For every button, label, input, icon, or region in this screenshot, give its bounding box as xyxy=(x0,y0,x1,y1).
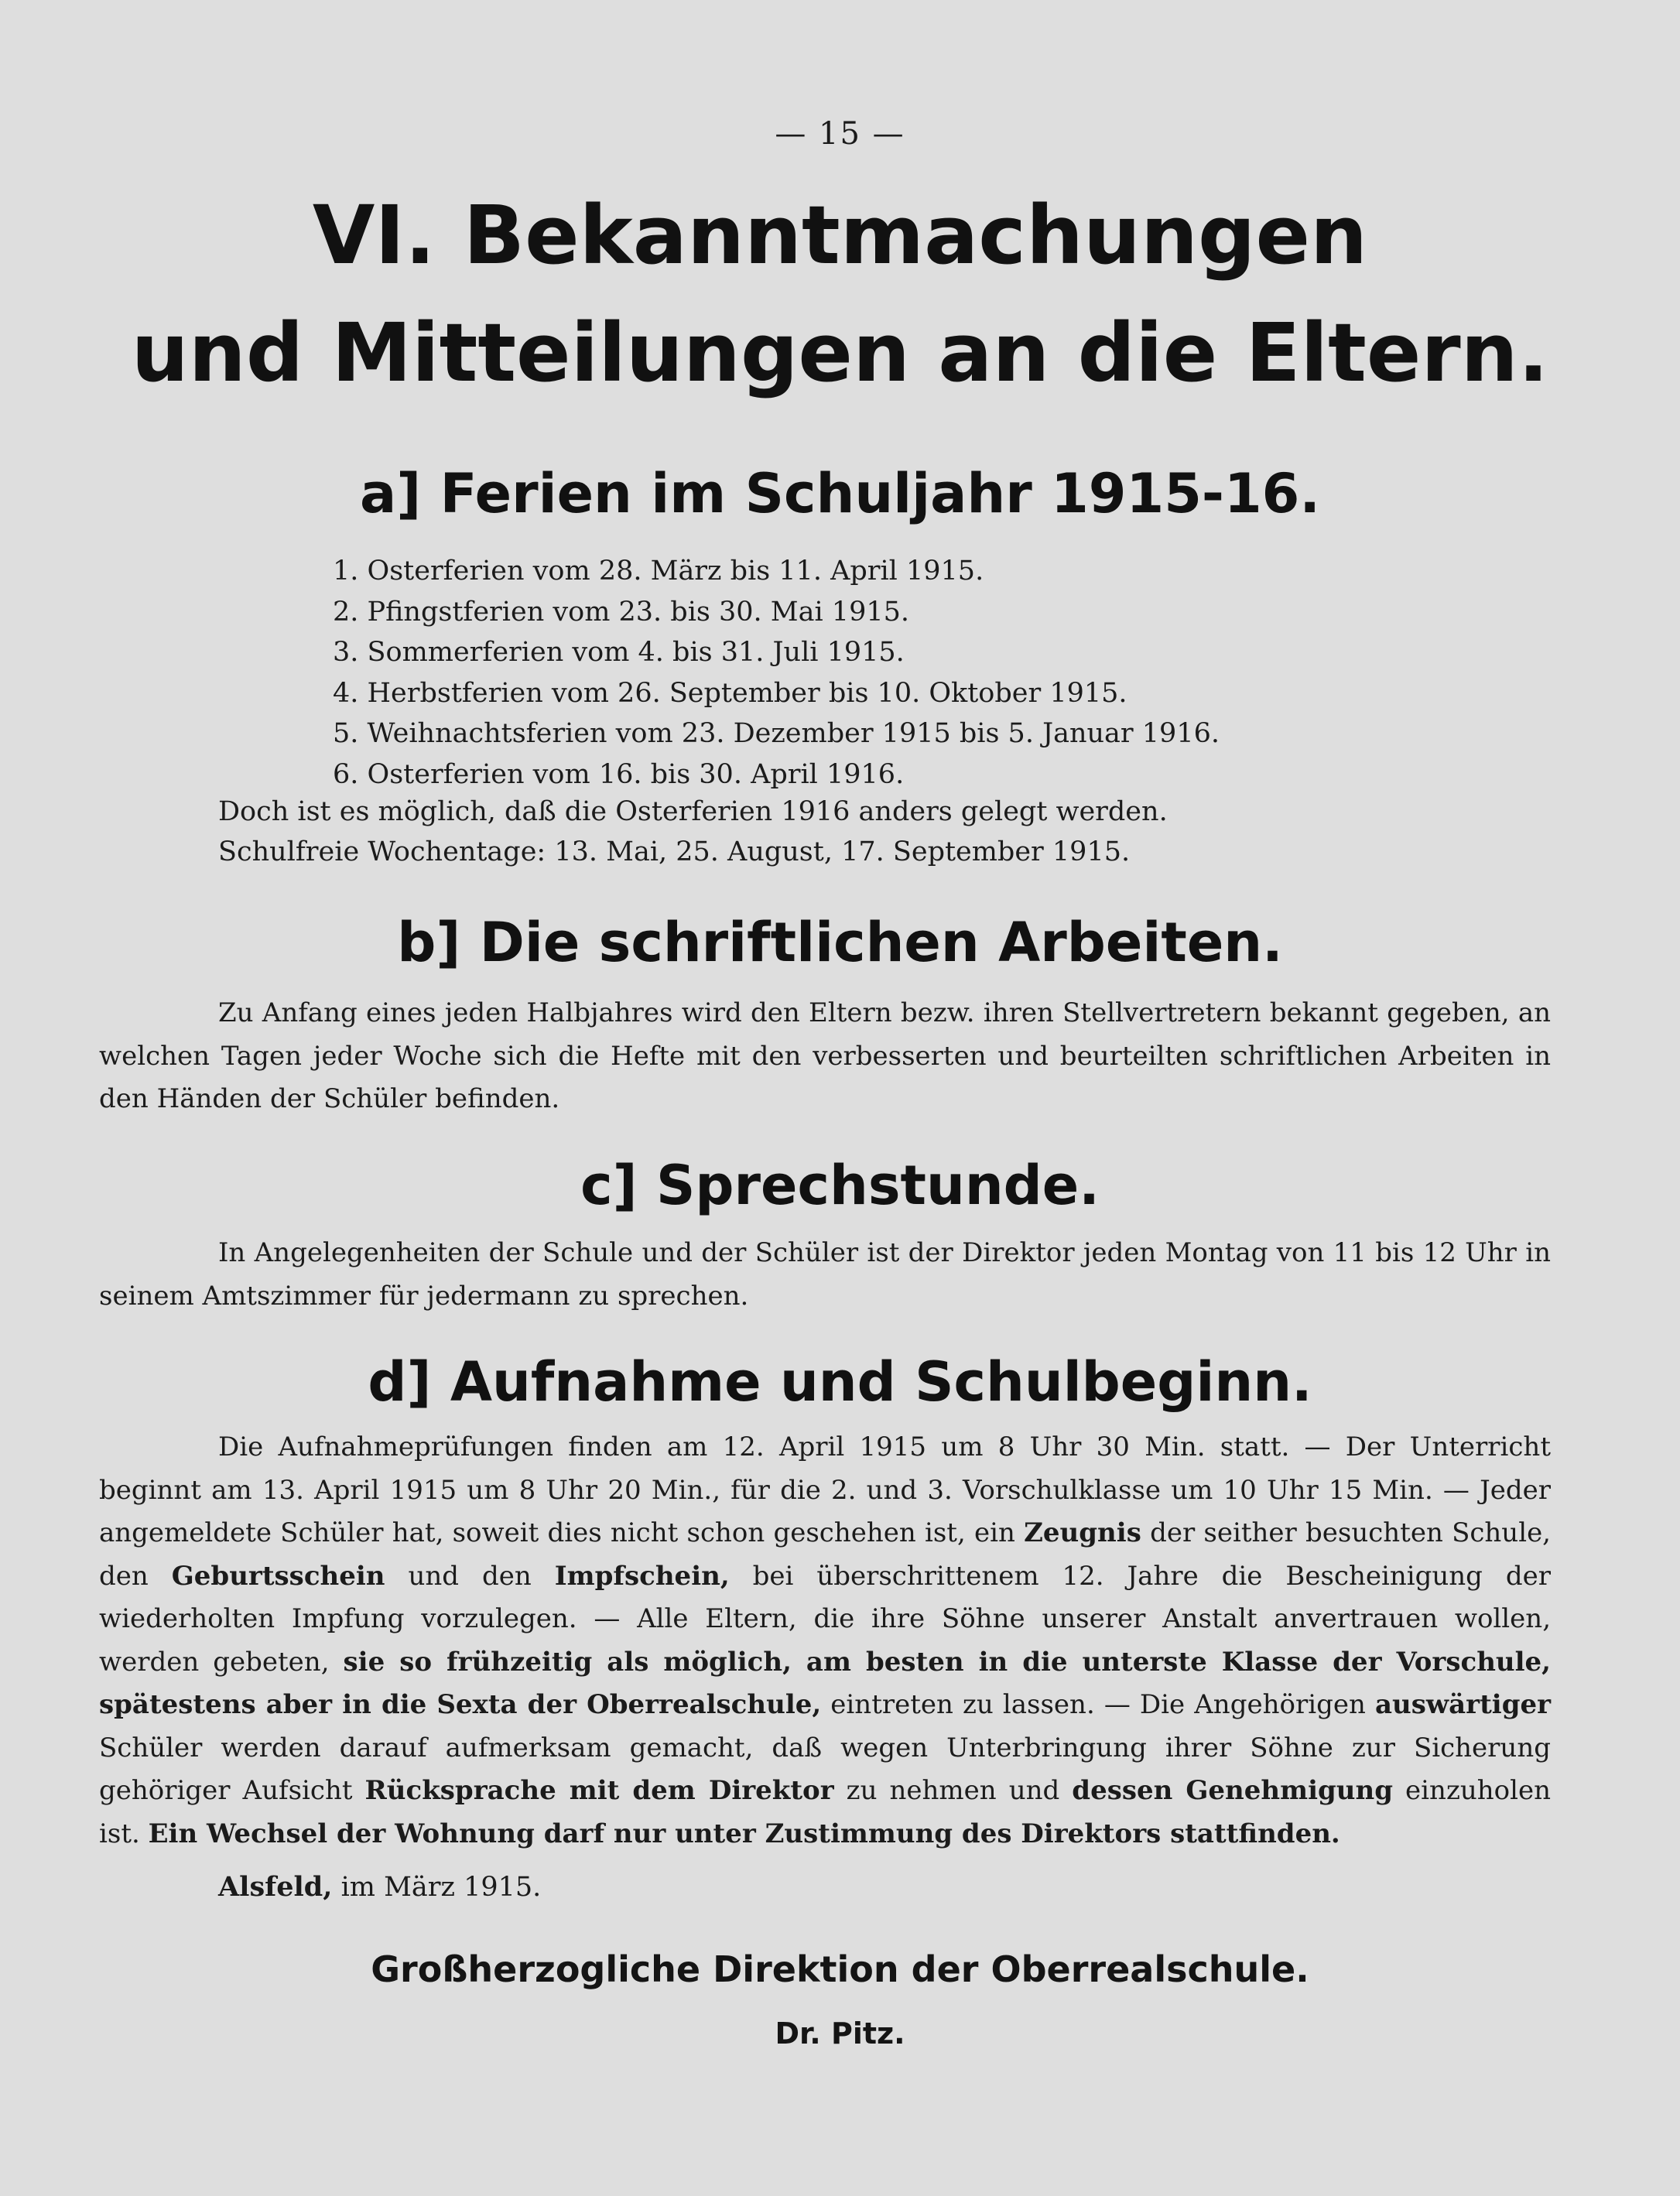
dateline-date: im März 1915. xyxy=(340,1872,542,1903)
signature-organization: Großherzogliche Direktion der Oberrealschule. xyxy=(371,1948,1309,1990)
signature-name: Dr. Pitz. xyxy=(775,2016,905,2051)
paragraph-text: Schüler werden darauf aufmerksam gemacht, daß wegen Unterbringung ihrer Söhne zur Sicherung gehöriger Aufsicht xyxy=(99,1732,1551,1806)
emphasis-text: Geburtsschein xyxy=(171,1560,385,1592)
emphasis-text: dessen Genehmigung xyxy=(1072,1775,1394,1806)
paragraph-text: einzuholen ist. xyxy=(99,1775,1552,1849)
holiday-item: 2. Pfingstferien vom 23. bis 30. Mai 1915. xyxy=(333,596,909,628)
holiday-list xyxy=(333,551,1220,795)
holiday-item: 3. Sommerferien vom 4. bis 31. Juli 1915. xyxy=(333,637,905,668)
paragraph-text: Die Aufnahmeprüfungen finden am 12. April 1915 um 8 Uhr 30 Min. statt. — Der Unterricht beginnt am 13. April 1915 um 8 Uhr 20 Min., für die 2. und 3. Vorschulklasse um 10 Uhr 15 Min. — Jeder angemeldete Schüler hat, soweit dies nicht schon geschehen ist, ein xyxy=(99,1432,1551,1548)
paragraph-text: eintreten zu lassen. — Die Angehörigen xyxy=(830,1689,1366,1720)
main-title-line-1: VI. Bekanntmachungen xyxy=(312,188,1368,282)
emphasis-text: auswärtiger xyxy=(1374,1689,1552,1720)
holiday-item: 4. Herbstferien vom 26. September bis 10. Oktober 1915. xyxy=(333,677,1127,709)
emphasis-text: Ein Wechsel der Wohnung darf nur unter Zustimmung des Direktors stattfinden. xyxy=(148,1818,1340,1849)
paragraph-text: zu nehmen und xyxy=(846,1775,1060,1806)
free-days-note: Schulfreie Wochentage: 13. Mai, 25. August, 17. September 1915. xyxy=(218,836,1131,867)
emphasis-text: Impfschein, xyxy=(554,1560,730,1592)
section-a-heading: a] Ferien im Schuljahr 1915-16. xyxy=(360,462,1320,525)
dateline-place: Alsfeld, xyxy=(218,1871,333,1903)
section-d-heading: d] Aufnahme und Schulbeginn. xyxy=(368,1350,1312,1414)
paragraph-text: bei überschrittenem 12. Jahre die Bescheinigung der wiederholten Impfung vorzulegen. — Alle Eltern, die ihre Söhne unserer Anstalt anvertrauen wollen, werden gebeten, xyxy=(99,1560,1552,1678)
page-number: — 15 — xyxy=(775,116,905,152)
easter-note: Doch ist es möglich, daß die Osterferien 1916 anders gelegt werden. xyxy=(218,796,1168,827)
main-title-line-2: und Mitteilungen an die Eltern. xyxy=(131,306,1549,400)
paragraph-text: und den xyxy=(408,1560,532,1592)
dateline xyxy=(218,1871,541,1903)
section-b-paragraph: Zu Anfang eines jeden Halbjahres wird den Eltern bezw. ihren Stellvertretern bekannt gegeben, an welchen Tagen jeder Woche sich die Hefte mit den verbesserten und beurteilten schriftlichen Arbeiten in den Händen der Schüler befinden. xyxy=(99,997,1551,1114)
section-b-heading: b] Die schriftlichen Arbeiten. xyxy=(397,911,1283,974)
holiday-item: 6. Osterferien vom 16. bis 30. April 1916. xyxy=(333,758,905,790)
paragraph-text: der seither besuchten Schule, den xyxy=(99,1517,1551,1592)
holiday-item: 5. Weihnachtsferien vom 23. Dezember 1915 bis 5. Januar 1916. xyxy=(333,718,1220,749)
section-d-paragraph xyxy=(99,1426,1551,1856)
section-c-paragraph: In Angelegenheiten der Schule und der Schüler ist der Direktor jeden Montag von 11 bis 12 Uhr in seinem Amtszimmer für jedermann zu sprechen. xyxy=(99,1237,1551,1312)
section-c-heading: c] Sprechstunde. xyxy=(580,1154,1100,1217)
holiday-item: 1. Osterferien vom 28. März bis 11. April 1915. xyxy=(333,556,984,587)
emphasis-text: Zeugnis xyxy=(1024,1517,1141,1548)
emphasis-text: Rücksprache mit dem Direktor xyxy=(364,1775,834,1806)
emphasis-text: sie so frühzeitig als möglich, am besten in die unterste Klasse der Vorschule, spätestens aber in die Sexta der Oberrealschule, xyxy=(99,1646,1552,1720)
